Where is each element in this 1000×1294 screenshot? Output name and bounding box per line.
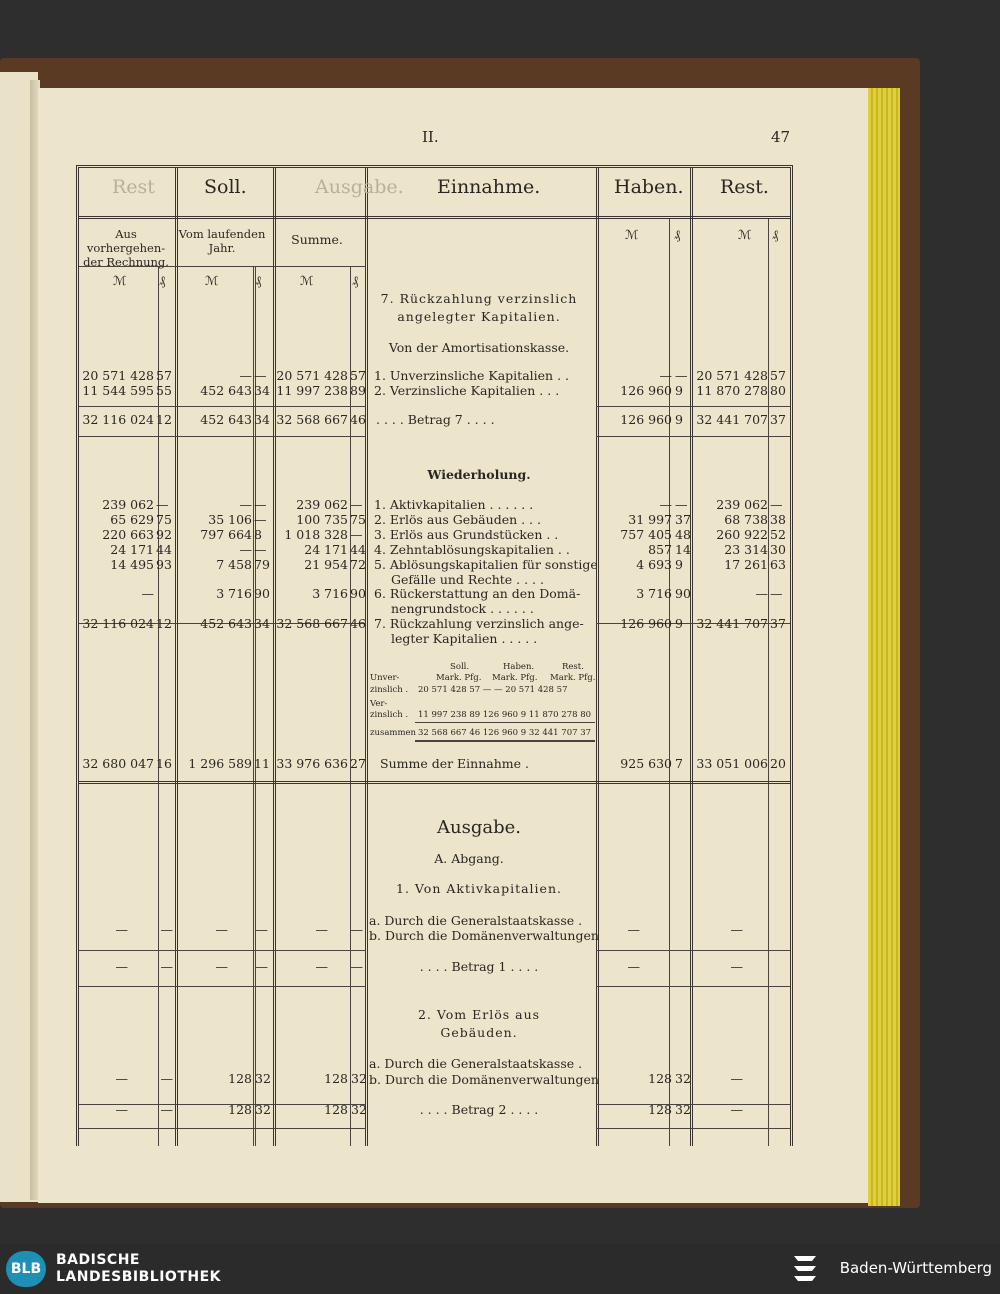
amort-row-sum_p: 46 [350, 412, 366, 427]
faded-ausgabe-header: Ausgabe. [315, 176, 404, 198]
cell-pfg: 32 [255, 1071, 271, 1086]
section7-title: 7. Rückzahlung verzinslich [380, 291, 578, 306]
cell-dash: — [255, 922, 268, 937]
col-divider [158, 267, 159, 1146]
repeat-row-label: 4. Zehntablösungskapitalien . . [374, 542, 570, 557]
repeat-row-sum_p: 46 [350, 616, 366, 631]
amort-row-hab_p: — [675, 368, 688, 383]
repeat-row-prev: 65 629 [110, 512, 154, 527]
cell-dash: — [730, 959, 743, 974]
repeat-row-sum: 239 062 [296, 497, 348, 512]
repeat-row-cur: 797 664 [200, 527, 252, 542]
mini-units: Mark. Pfg. [550, 673, 596, 683]
mini-row3-a: zusammen [370, 728, 417, 738]
section7-title2: angelegter Kapitalien. [397, 309, 561, 324]
repeat-row-sum: 24 171 [304, 542, 348, 557]
repeat-row-hab: 31 997 [628, 512, 672, 527]
sub1-title: 1. Von Aktivkapitalien. [396, 881, 562, 896]
repeat-row-rest_p: 63 [770, 557, 786, 572]
amort-row-label: . . . . Betrag 7 . . . . [376, 412, 495, 427]
cell-dash: — [160, 1102, 173, 1117]
mini-rule [415, 722, 595, 723]
sub2-title: 2. Vom Erlös aus [417, 1007, 541, 1022]
row-divider [79, 950, 366, 951]
cell-dash: — [160, 959, 173, 974]
amort-row-cur: — [239, 368, 252, 383]
amort-row-cur: 452 643 [200, 412, 252, 427]
row-divider [596, 436, 790, 437]
cell-dash: — [350, 959, 363, 974]
amort-row-rest_p: 57 [770, 368, 786, 383]
library-name[interactable] [56, 1252, 221, 1286]
mini-row2-values: 11 997 238 89 126 960 9 11 870 278 80 [418, 710, 592, 720]
col-divider [175, 168, 178, 1146]
amort-row-rest_p: 80 [770, 383, 786, 398]
amort-row-rest: 32 441 707 [696, 412, 768, 427]
repeat-row-prev: 32 116 024 [82, 616, 154, 631]
repeat-row-rest: 260 922 [716, 527, 768, 542]
mini-rest: Rest. [562, 662, 584, 672]
repeat-row-hab_p: 9 [675, 557, 683, 572]
repeat-row-rest_p: 52 [770, 527, 786, 542]
repeat-row-cur: 3 716 [216, 586, 252, 601]
repeat-row-hab_p: 37 [675, 512, 691, 527]
repeat-row-hab_p: — [675, 497, 688, 512]
cell-dash: — [255, 959, 268, 974]
mini-row3-values: 32 568 667 46 126 960 9 32 441 707 37 [418, 728, 592, 738]
cell-dash: — [730, 1071, 743, 1086]
abgang-title: A. Abgang. [434, 851, 504, 866]
total-row-rest_p: 20 [770, 756, 786, 771]
col-divider [690, 168, 693, 1146]
amort-row-cur_p: 34 [254, 412, 270, 427]
mark-unit: ℳ [625, 227, 639, 242]
mini-units: Mark. Pfg. [436, 673, 482, 683]
repeat-row-rest: 17 261 [724, 557, 768, 572]
amort-row-prev: 20 571 428 [82, 368, 154, 383]
amort-row-rest: 11 870 278 [696, 383, 768, 398]
row-divider [79, 406, 366, 407]
cell-dash: — [215, 922, 228, 937]
amort-row-hab: — [659, 368, 672, 383]
repeat-row-sum_p: 75 [350, 512, 366, 527]
col-divider [253, 267, 254, 1146]
amort-row-label: 1. Unverzinsliche Kapitalien . . [374, 368, 569, 383]
repeat-row-sum: 1 018 328 [284, 527, 348, 542]
repeat-row-cur_p: — [254, 542, 267, 557]
repeat-row-label: 3. Erlös aus Grundstücken . . [374, 527, 559, 542]
col-divider [768, 218, 769, 1146]
repeat-row-hab: 126 960 [620, 616, 672, 631]
viewer-footer [0, 1244, 1000, 1294]
amort-row-prev: 11 544 595 [82, 383, 154, 398]
col-divider [669, 218, 670, 1146]
cell-mark: 128 [648, 1102, 672, 1117]
mini-haben: Haben. [503, 662, 535, 672]
cell-pfg: 32 [351, 1102, 367, 1117]
library-name-line2: LANDESBIBLIOTHEK [56, 1269, 222, 1285]
total-row-sum: 33 976 636 [276, 756, 348, 771]
current-year-subheader: Vom laufenden Jahr. [178, 227, 266, 255]
repeat-row-hab: 857 [648, 542, 672, 557]
pfennig-unit: ₰ [352, 273, 359, 288]
amort-row-sum_p: 57 [350, 368, 366, 383]
sub2-title2: Gebäuden. [440, 1025, 518, 1040]
amort-row-sum_p: 89 [350, 383, 366, 398]
pfennig-unit: ₰ [255, 273, 262, 288]
repeat-row-sum_p: — [350, 527, 363, 542]
repeat-row-hab: 757 405 [620, 527, 672, 542]
repeat-row-prev_p: 44 [156, 542, 172, 557]
ausgabe-title: Ausgabe. [437, 817, 521, 838]
mini-soll: Soll. [450, 662, 470, 672]
repeat-row-cur_p: 79 [254, 557, 270, 572]
cell-dash: — [160, 922, 173, 937]
repeat-row-hab_p: 14 [675, 542, 691, 557]
repeat-row-rest_p: 30 [770, 542, 786, 557]
amort-row-hab: 126 960 [620, 383, 672, 398]
cell-dash: — [115, 922, 128, 937]
amort-row-rest: 20 571 428 [696, 368, 768, 383]
repeat-row-rest_p: — [770, 586, 783, 601]
cell-mark: 128 [324, 1071, 348, 1086]
page-number: 47 [771, 128, 791, 146]
amort-row-prev_p: 57 [156, 368, 172, 383]
col-divider [350, 267, 351, 1146]
repeat-row-rest_p: 37 [770, 616, 786, 631]
repeat-row-rest_p: — [770, 497, 783, 512]
mini-row1-a: Unver- [370, 673, 400, 683]
repeat-row-prev: 220 663 [102, 527, 154, 542]
cell-dash: — [315, 922, 328, 937]
mark-unit: ℳ [300, 273, 314, 288]
repeat-row-hab_p: 48 [675, 527, 691, 542]
amort-row-sum: 20 571 428 [276, 368, 348, 383]
row-divider [596, 986, 790, 987]
sub1-a: a. Durch die Generalstaatskasse . [369, 913, 583, 928]
section-number: II. [422, 128, 439, 146]
row-divider [79, 986, 366, 987]
rest-header: Rest. [720, 176, 769, 198]
total-row-hab: 925 630 [620, 756, 672, 771]
amort-row-hab_p: 9 [675, 412, 683, 427]
cell-pfg: 32 [675, 1071, 691, 1086]
row-divider [79, 216, 790, 219]
cell-pfg: 32 [675, 1102, 691, 1117]
mini-row2-b: zinslich . [370, 710, 409, 720]
repeat-row-rest: 23 314 [724, 542, 768, 557]
cell-dash: — [160, 1071, 173, 1086]
library-name-line1: BADISCHE [56, 1252, 140, 1268]
repeat-row-cur: 7 458 [216, 557, 252, 572]
repeat-row-rest: 239 062 [716, 497, 768, 512]
total-row-prev_p: 16 [156, 756, 172, 771]
faded-rest-header: Rest [112, 176, 155, 198]
sub2-a: a. Durch die Generalstaatskasse . [369, 1056, 583, 1071]
repeat-row-sum: 3 716 [312, 586, 348, 601]
amort-row-cur: 452 643 [200, 383, 252, 398]
wiederholung-title: Wiederholung. [427, 467, 531, 482]
repeat-row-hab: 3 716 [636, 586, 672, 601]
cell-dash: — [115, 1102, 128, 1117]
mini-row1-b: zinslich . [370, 685, 409, 695]
repeat-row-prev: 14 495 [110, 557, 154, 572]
betrag1-row: . . . . Betrag 1 . . . . [419, 959, 539, 974]
cell-dash: — [115, 959, 128, 974]
repeat-row-sum_p: 72 [350, 557, 366, 572]
repeat-row-cur_p: — [254, 497, 267, 512]
prev-year-subheader: Aus vorhergehen- der Rechnung. [83, 227, 169, 269]
amort-row-prev_p: 12 [156, 412, 172, 427]
repeat-row-cur_p: 34 [254, 616, 270, 631]
cell-mark: 128 [228, 1102, 252, 1117]
repeat-row-prev_p: 92 [156, 527, 172, 542]
betrag2-row: . . . . Betrag 2 . . . . [419, 1102, 539, 1117]
repeat-row-prev_p: 75 [156, 512, 172, 527]
repeat-row-rest: 68 738 [724, 512, 768, 527]
mini-rule [415, 740, 595, 742]
repeat-row-cur_p: — [254, 512, 267, 527]
cell-mark: 128 [228, 1071, 252, 1086]
repeat-row-prev: 24 171 [110, 542, 154, 557]
repeat-row-rest: 32 441 707 [696, 616, 768, 631]
cell-dash: — [350, 922, 363, 937]
mini-units: Mark. Pfg. [492, 673, 538, 683]
repeat-row-cur: 452 643 [200, 616, 252, 631]
repeat-row-hab_p: 9 [675, 616, 683, 631]
total-row-rest: 33 051 006 [696, 756, 768, 771]
amort-row-label: 2. Verzinsliche Kapitalien . . . [374, 383, 560, 398]
soll-header: Soll. [204, 176, 247, 198]
repeat-row-label-cont: nengrundstock . . . . . . [391, 601, 534, 616]
repeat-row-hab: 4 693 [636, 557, 672, 572]
repeat-row-sum_p: 44 [350, 542, 366, 557]
total-row-hab_p: 7 [675, 756, 683, 771]
mark-unit: ℳ [113, 273, 127, 288]
amort-row-hab: 126 960 [620, 412, 672, 427]
amort-row-prev: 32 116 024 [82, 412, 154, 427]
cell-pfg: 32 [255, 1102, 271, 1117]
total-row-sum_p: 27 [350, 756, 366, 771]
einnahme-header: Einnahme. [437, 176, 541, 198]
repeat-row-hab_p: 90 [675, 586, 691, 601]
row-divider [79, 1128, 366, 1129]
repeat-row-cur_p: 90 [254, 586, 270, 601]
cell-dash: — [730, 922, 743, 937]
sub2-b: b. Durch die Domänenverwaltungen [369, 1072, 599, 1087]
pfennig-unit: ₰ [772, 227, 779, 242]
repeat-row-sum_p: 90 [350, 586, 366, 601]
cell-dash: — [115, 1071, 128, 1086]
total-row-prev: 32 680 047 [82, 756, 154, 771]
mini-row1-values: 20 571 428 57 — — 20 571 428 57 [418, 685, 568, 695]
row-divider [596, 950, 790, 951]
mini-row2-a: Ver- [370, 699, 388, 709]
repeat-row-prev_p: 12 [156, 616, 172, 631]
row-divider [596, 406, 790, 407]
repeat-row-label-cont: legter Kapitalien . . . . . [391, 631, 538, 646]
repeat-row-cur_p: 8 [254, 527, 262, 542]
repeat-row-sum: 100 735 [296, 512, 348, 527]
repeat-row-sum_p: — [350, 497, 363, 512]
cell-dash: — [315, 959, 328, 974]
cell-pfg: 32 [351, 1071, 367, 1086]
total-row-cur: 1 296 589 [188, 756, 252, 771]
repeat-row-hab: — [659, 497, 672, 512]
section7-source: Von der Amortisationskasse. [388, 340, 570, 355]
repeat-row-prev_p: — [156, 497, 169, 512]
repeat-row-prev_p: 93 [156, 557, 172, 572]
repeat-row-label: 2. Erlös aus Gebäuden . . . [374, 512, 541, 527]
repeat-row-cur: — [239, 497, 252, 512]
repeat-row-cur: 35 106 [208, 512, 252, 527]
repeat-row-prev: 239 062 [102, 497, 154, 512]
repeat-row-rest: — [755, 586, 768, 601]
col-divider [596, 168, 599, 1146]
repeat-row-prev: — [141, 586, 154, 601]
repeat-row-label: 6. Rückerstattung an den Domä- [374, 586, 581, 601]
repeat-row-label: 1. Aktivkapitalien . . . . . . [374, 497, 534, 512]
amort-row-prev_p: 55 [156, 383, 172, 398]
repeat-row-label: 7. Rückzahlung verzinslich ange- [374, 616, 584, 631]
mark-unit: ℳ [738, 227, 752, 242]
cell-dash: — [627, 922, 640, 937]
amort-row-rest_p: 37 [770, 412, 786, 427]
total-row-label: Summe der Einnahme . [380, 756, 529, 771]
sum-subheader: Summe. [291, 232, 343, 247]
amort-row-sum: 32 568 667 [276, 412, 348, 427]
pfennig-unit: ₰ [159, 273, 166, 288]
state-lions-icon [790, 1252, 824, 1288]
col-divider [273, 168, 276, 1146]
row-divider [596, 1128, 790, 1129]
cell-mark: 128 [324, 1102, 348, 1117]
amort-row-hab_p: 9 [675, 383, 683, 398]
repeat-row-sum: 21 954 [304, 557, 348, 572]
page-edges [868, 88, 900, 1206]
cell-dash: — [730, 1102, 743, 1117]
amort-row-sum: 11 997 238 [276, 383, 348, 398]
pfennig-unit: ₰ [674, 227, 681, 242]
cell-mark: 128 [648, 1071, 672, 1086]
row-divider [79, 436, 366, 437]
repeat-row-cur: — [239, 542, 252, 557]
total-row-cur_p: 11 [254, 756, 270, 771]
amort-row-cur_p: 34 [254, 383, 270, 398]
haben-header: Haben. [614, 176, 684, 198]
blb-logo[interactable]: BLB [6, 1251, 46, 1287]
col-divider [255, 267, 256, 1146]
repeat-row-label: 5. Ablösungskapitalien für sonstige [374, 557, 598, 572]
amort-row-cur_p: — [254, 368, 267, 383]
sub1-b: b. Durch die Domänenverwaltungen [369, 928, 599, 943]
state-name[interactable]: Baden-Württemberg [839, 1259, 992, 1277]
repeat-row-rest_p: 38 [770, 512, 786, 527]
row-divider [79, 781, 790, 784]
cell-dash: — [627, 959, 640, 974]
mark-unit: ℳ [205, 273, 219, 288]
cell-dash: — [215, 959, 228, 974]
repeat-row-label-cont: Gefälle und Rechte . . . . [391, 572, 544, 587]
repeat-row-sum: 32 568 667 [276, 616, 348, 631]
